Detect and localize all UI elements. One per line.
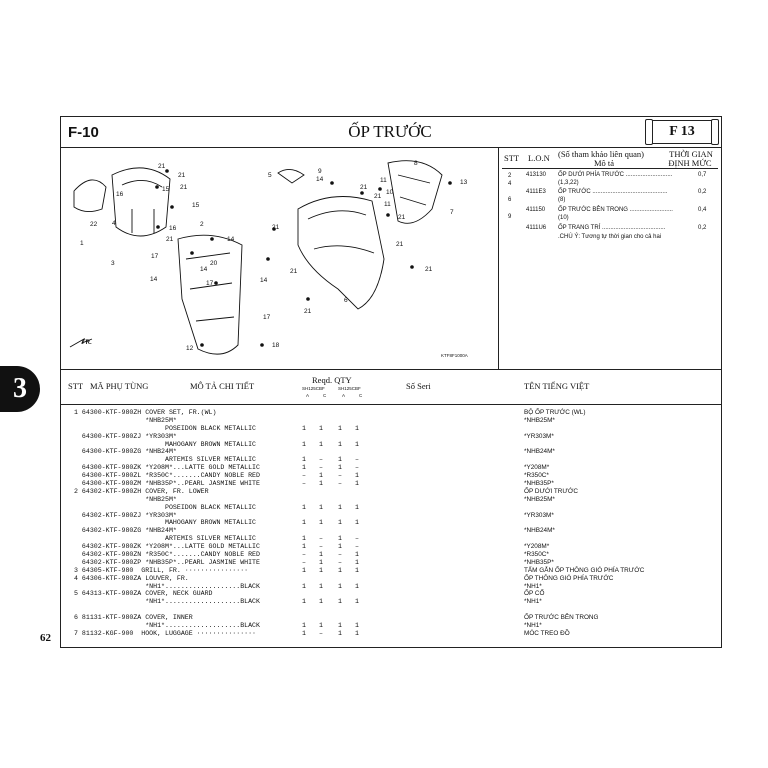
table-header-divider [60,404,722,405]
callout: 5 [268,172,272,179]
qty-cell: 1 [319,598,323,606]
qty-cell: 1 [355,622,359,630]
part-line: 6 81131-KTF-980ZA COVER, INNER [74,614,193,622]
vn-name: *NH1* [524,622,542,630]
vn-name: *R350C* [524,551,549,559]
callout: 14 [316,176,324,183]
col-serial: Số Seri [406,381,431,391]
callout: 6 [344,297,348,304]
col-description: MÔ TẢ CHI TIẾT [190,381,255,391]
qty-cell: 1 [355,440,359,448]
part-line: 64300-KTF-980ZK *Y208M*...LATTE GOLD METALLIC [74,464,260,472]
qty-cell: – [319,456,323,464]
labor-lon: 413130 [526,172,547,178]
qty-cell: – [338,472,342,480]
part-line: 2 64302-KTF-980ZH COVER, FR. LOWER [74,487,209,495]
qty-cell: 1 [319,424,323,432]
vn-name: *NHB35P* [524,558,554,566]
qty-cell: – [338,551,342,559]
part-line: 64302-KTF-980ZJ *YR303M* [74,511,177,519]
qty-cell: 1 [319,622,323,630]
part-line: 64302-KTF-980ZG *NHB24M* [74,527,177,535]
section-code: F-10 [68,124,99,141]
qty-cell: 1 [302,519,306,527]
callout: 21 [304,308,312,315]
callout: 15 [162,186,170,193]
qty-cell: 1 [355,519,359,527]
labor-lon: 411150 [526,207,546,213]
qty-cell: – [355,464,359,472]
labor-lon: 4111U6 [526,225,547,231]
labor-header-rule [502,168,718,169]
vn-name: *Y208M* [524,543,550,551]
qty-cell: 1 [338,566,342,574]
qty-cell: – [319,629,323,637]
part-line: 64300-KTF-980ZJ *YR303M* [74,432,177,440]
labor-stt: 9 [508,214,512,220]
vn-name: *YR303M* [524,432,554,440]
callout: 18 [272,342,280,349]
qty-cell: – [302,472,306,480]
qty-cell: 1 [302,440,306,448]
qty-cell: – [338,558,342,566]
qty-cell: – [355,535,359,543]
qty-cell: – [319,535,323,543]
callout: 21 [374,193,382,200]
part-line: 64300-KTF-980ZL *R350C*.......CANDY NOBLE RED [74,472,260,480]
vn-name: *NHB35P* [524,480,554,488]
vn-name: BỘ ỐP TRƯỚC (WL) [524,409,586,416]
vn-name: *Y208M* [524,464,550,472]
callout: 21 [360,184,368,191]
qty-cell: 1 [319,503,323,511]
qty-cell: – [338,480,342,488]
qty-cell: – [302,558,306,566]
vn-name: ỐP TRƯỚC BÊN TRONG [524,614,599,622]
vn-name: *YR303M* [524,511,554,519]
callout: 16 [169,225,177,232]
callout: 21 [178,172,186,179]
qty-cell: 1 [355,424,359,432]
labor-time: 0,4 [698,207,707,213]
part-front-lower-cover [178,235,242,354]
vn-name: *NHB24M* [524,448,555,456]
vn-name: MÓC TREO ĐỒ [524,629,570,637]
page-title: ỐP TRƯỚC [348,122,432,141]
part-line: 64302-KTF-980ZK *Y208M*...LATTE GOLD METALLIC [74,543,260,551]
qty-cell: 1 [355,551,359,559]
vn-name: *R350C* [524,472,549,480]
qty-cell: 1 [338,582,342,590]
callout: 20 [210,260,218,267]
col-model-b: SH125CBF [338,386,361,391]
qty-cell: 1 [319,558,323,566]
qty-cell: 1 [319,566,323,574]
qty-cell: 1 [338,440,342,448]
part-inner-cover [298,197,384,310]
qty-cell: 1 [355,558,359,566]
callout: 21 [180,184,188,191]
section-badge: F 13 [650,120,714,144]
qty-cell: 1 [338,464,342,472]
part-line: 3 64305-KTF-980 GRILL, FR. ················ [74,566,249,574]
vn-name: *NH1* [524,582,542,590]
part-neck-guard [278,169,304,183]
part-line: *NH1*...................BLACK [74,622,260,630]
callout: 22 [90,221,98,228]
qty-cell: 1 [302,582,306,590]
part-line: 4 64306-KTF-980ZA LOUVER, FR. [74,574,189,582]
labor-desc: ỐP TRƯỚC BÊN TRONG .......................... [558,207,673,213]
callout: 2 [200,221,204,228]
part-line: *NH1*...................BLACK [74,582,260,590]
vn-name: ỐP THÔNG GIÓ PHÍA TRƯỚC [524,574,614,582]
labor-lon: 4111E3 [526,189,546,195]
vn-name: *NHB25M* [524,495,555,503]
qty-cell: 1 [338,629,342,637]
labor-stt: 6 [508,197,512,203]
callout: 21 [158,163,166,170]
part-line: MAHOGANY BROWN METALLIC [74,519,257,527]
vn-name: TẤM GẮN ỐP THÔNG GIÓ PHÍA TRƯỚC [524,566,645,574]
qty-cell: 1 [319,582,323,590]
labor-ref: (10) [558,215,569,221]
qty-cell: 1 [319,440,323,448]
part-line: POSEIDON BLACK METALLIC [74,424,257,432]
qty-cell: 1 [355,472,359,480]
part-line: 64302-KTF-980ZN *R350C*.......CANDY NOBLE RED [74,551,260,559]
callout: 21 [290,268,298,275]
col-stt: STT [68,381,84,391]
diagram-caption: KTF8F1000A [441,353,468,358]
qty-cell: 1 [355,566,359,574]
qty-cell: 1 [302,503,306,511]
qty-cell: 1 [302,464,306,472]
callout: 21 [398,214,406,221]
qty-cell: 1 [338,598,342,606]
part-line: *NH1*...................BLACK [74,598,260,606]
col-sub-a1: A [306,393,310,398]
callout: 10 [386,189,394,196]
part-line: 7 81132-KGF-900 HOOK, LUGGAGE ··············· [74,629,257,637]
labor-desc: ỐP TRƯỚC ............................................. [558,189,668,195]
callout: 14 [200,266,208,273]
qty-cell: – [302,551,306,559]
part-line: 64300-KTF-980ZM *NHB35P*..PEARL JASMINE WHITE [74,480,260,488]
qty-cell: 1 [302,535,306,543]
vn-name: ỐP DƯỚI TRƯỚC [524,487,578,495]
table-top-divider [60,369,722,370]
qty-cell: 1 [338,519,342,527]
vn-name: *NHB24M* [524,527,555,535]
part-line: 64300-KTF-980ZG *NHB24M* [74,448,177,456]
callout: 16 [116,191,124,198]
part-line: *NHB25M* [74,416,177,424]
part-line: ARTEMIS SILVER METALLIC [74,456,257,464]
callout: 17 [151,253,159,260]
qty-cell: – [319,543,323,551]
callout: 1 [80,240,84,247]
labor-stt: 2 4 [508,173,512,187]
callout: 11 [384,201,391,208]
part-line: ARTEMIS SILVER METALLIC [74,535,257,543]
callout: 15 [192,202,200,209]
labor-note: .CHÚ Ý: Tương tự thời gian cho cả hai [558,234,662,240]
part-front-cover-upper [112,168,170,236]
page-number: 62 [40,632,51,644]
callout: 8 [414,160,418,167]
labor-col-lon: L.O.N [528,153,550,163]
qty-cell: – [355,456,359,464]
callout: 17 [206,280,214,287]
qty-cell: 1 [302,456,306,464]
labor-ref: (1,3,22) [558,180,579,186]
labor-col-desc: Mô tả [594,158,615,168]
qty-cell: 1 [338,503,342,511]
callout: 7 [450,209,454,216]
col-vn-name: TÊN TIẾNG VIỆT [524,381,590,391]
qty-cell: – [355,543,359,551]
qty-cell: – [319,464,323,472]
qty-cell: 1 [302,629,306,637]
qty-cell: 1 [302,424,306,432]
qty-cell: 1 [355,503,359,511]
qty-cell: – [302,480,306,488]
callout: 4 [112,220,116,227]
callout: 9 [318,168,322,175]
qty-cell: 1 [319,480,323,488]
labor-col-time-1: THỜI GIAN [669,149,713,159]
qty-cell: 1 [338,622,342,630]
qty-cell: 1 [355,629,359,637]
labor-ref: (8) [558,197,566,203]
qty-cell: 1 [302,566,306,574]
col-sub-c2: C [359,393,363,398]
callout: 21 [396,241,404,248]
labor-col-stt: STT [504,153,520,163]
labor-time: 0,2 [698,225,707,231]
col-model-a: SH125CBF [302,386,325,391]
vn-name: *NHB25M* [524,416,555,424]
labor-desc: ỐP TRANG TRÍ ...................................... [558,225,666,231]
qty-cell: 1 [319,472,323,480]
direction-label: FR. [82,340,92,346]
qty-cell: 1 [338,424,342,432]
part-line: 5 64313-KTF-980ZA COVER, NECK GUARD [74,590,213,598]
qty-cell: 1 [338,456,342,464]
labor-col-time-2: ĐỊNH MỨC [668,158,712,168]
labor-time: 0,2 [698,189,707,195]
diagram-divider [498,147,499,369]
qty-cell: 1 [338,543,342,551]
vn-name: ỐP CỔ [524,590,545,598]
qty-cell: 1 [355,582,359,590]
exploded-diagram [62,149,496,367]
qty-cell: 1 [319,551,323,559]
callout: 14 [150,276,158,283]
part-line: *NHB25M* [74,495,177,503]
vn-name: *NH1* [524,598,542,606]
part-line: MAHOGANY BROWN METALLIC [74,440,257,448]
qty-cell: 1 [319,519,323,527]
col-reqd-qty: Reqd. QTY [312,375,352,385]
col-sub-c1: C [323,393,327,398]
title-divider [60,147,722,148]
part-cover-right [388,161,442,224]
part-line: 1 64300-KTF-980ZH COVER SET, FR.(WL) [74,409,217,416]
callout: 14 [260,277,268,284]
part-line: 64302-KTF-980ZP *NHB35P*..PEARL JASMINE WHITE [74,558,260,566]
callout: 11 [380,177,387,184]
qty-cell: 1 [302,622,306,630]
callout: 14 [227,236,235,243]
callout: 21 [425,266,433,273]
callout: 21 [166,236,174,243]
qty-cell: 1 [338,535,342,543]
col-part-no: MÃ PHỤ TÙNG [90,381,149,391]
chapter-tab: 3 [0,366,40,412]
qty-cell: 1 [302,543,306,551]
callout: 21 [272,224,280,231]
part-line: POSEIDON BLACK METALLIC [74,503,257,511]
callout: 13 [460,179,468,186]
labor-desc: ỐP DƯỚI PHÍA TRƯỚC ............................ [558,172,673,178]
qty-cell: 1 [355,598,359,606]
labor-col-ref: (Số tham khảo liên quan) [558,149,644,159]
callout: 12 [186,345,194,352]
qty-cell: 1 [302,598,306,606]
part-grill-front [74,180,106,212]
qty-cell: 1 [355,480,359,488]
callout: 3 [111,260,115,267]
callout: 17 [263,314,271,321]
col-sub-a2: A [342,393,346,398]
labor-time: 0,7 [698,172,707,178]
